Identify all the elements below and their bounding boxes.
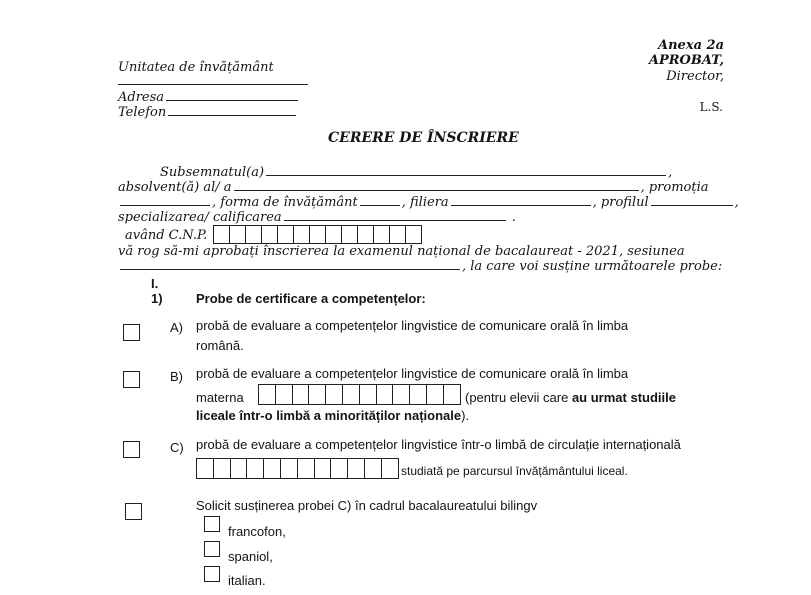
option-b-materna: materna — [196, 390, 244, 405]
director-label: Director, — [666, 69, 724, 84]
option-c-text-1: probă de evaluare a competențelor lingvistice într-o limbă de circulație internațională — [196, 437, 681, 452]
address-line[interactable] — [166, 99, 298, 101]
graduate-of-line[interactable] — [234, 189, 639, 191]
francofon-checkbox[interactable] — [204, 516, 220, 532]
spaniol-label: spaniol, — [228, 549, 273, 564]
specialization-line[interactable] — [284, 219, 506, 221]
annex-label: Anexa 2a — [658, 38, 724, 53]
option-c-text-2: studiată pe parcursul învățământului liceal. — [401, 464, 628, 478]
request-text: vă rog să-mi aprobați înscrierea la examenul național de bacalaureat - 2021, sesiunea — [118, 244, 685, 259]
italian-label: italian. — [228, 573, 266, 588]
cnp-label: având C.N.P. — [125, 228, 208, 243]
option-a-text-1: probă de evaluare a competențelor lingvistice de comunicare orală în limba — [196, 318, 629, 333]
option-c-letter: C) — [170, 440, 184, 455]
school-unit-line[interactable] — [118, 84, 308, 85]
option-a-checkbox[interactable] — [123, 324, 140, 341]
option-a-letter: A) — [170, 320, 183, 335]
cnp-input-cells[interactable] — [213, 225, 422, 244]
form-line-2: absolvent(ă) al/ a , promoția — [118, 180, 709, 195]
form-line-1: Subsemnatul(a) , — [160, 165, 673, 180]
italian-checkbox[interactable] — [204, 566, 220, 582]
form-line-4: specializarea/ calificarea . — [118, 210, 516, 225]
track-line[interactable] — [451, 204, 591, 206]
bilingual-checkbox[interactable] — [125, 503, 142, 520]
study-form-line[interactable] — [360, 204, 400, 206]
section-roman: I. — [151, 276, 159, 291]
approved-label: APROBAT, — [648, 53, 724, 68]
form-line-3: , forma de învățământ , filiera , profilul , — [118, 195, 739, 210]
option-c-checkbox[interactable] — [123, 441, 140, 458]
option-b-checkbox[interactable] — [123, 371, 140, 388]
spaniol-checkbox[interactable] — [204, 541, 220, 557]
option-b-note: (pentru elevii care au urmat studiile — [465, 390, 676, 405]
form-line-6: , la care voi susține următoarele probe: — [118, 259, 722, 274]
address-label: Adresa — [118, 90, 300, 105]
phone-label: Telefon — [118, 105, 298, 120]
session-line[interactable] — [120, 268, 460, 270]
option-b-note-2: liceale într-o limbă a minorităților naționale). — [196, 408, 470, 423]
profile-line[interactable] — [651, 204, 733, 206]
foreign-language-cells[interactable] — [196, 458, 399, 479]
option-a-text-2: română. — [196, 338, 244, 353]
bilingual-text: Solicit susținerea probei C) în cadrul bacalaureatului bilingv — [196, 498, 538, 513]
school-unit-label: Unitatea de învățământ — [118, 60, 274, 75]
francofon-label: francofon, — [228, 524, 286, 539]
promotion-line[interactable] — [120, 204, 210, 206]
page-title: CERERE DE ÎNSCRIERE — [328, 130, 519, 146]
ls-label: L.S. — [699, 100, 723, 114]
phone-line[interactable] — [168, 114, 296, 116]
name-line[interactable] — [266, 174, 666, 176]
section-heading: Probe de certificare a competențelor: — [196, 291, 426, 306]
mother-tongue-cells[interactable] — [258, 384, 461, 405]
option-b-text-1: probă de evaluare a competențelor lingvistice de comunicare orală în limba — [196, 366, 629, 381]
section-number: 1) — [151, 291, 163, 306]
option-b-letter: B) — [170, 369, 183, 384]
